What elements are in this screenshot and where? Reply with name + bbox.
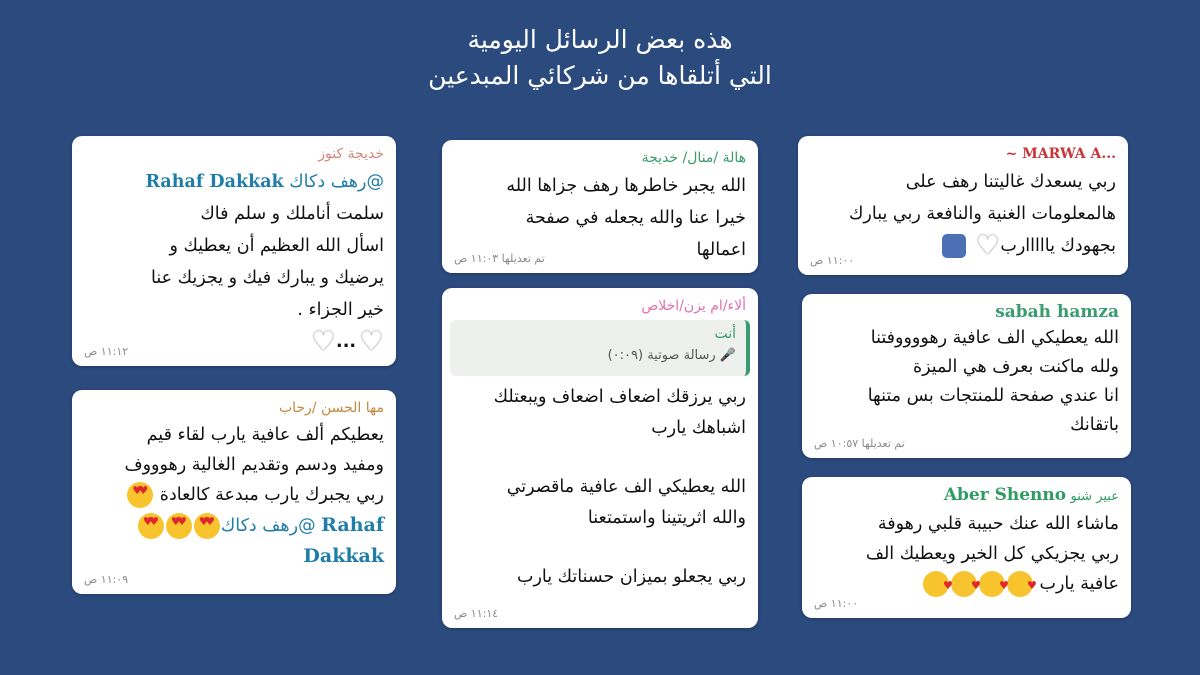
kissing-face-icon [1007, 571, 1033, 597]
white-heart-icon [973, 233, 999, 259]
kissing-face-icon [979, 571, 1005, 597]
message-line: خير الجزاء . [297, 300, 384, 320]
message-line: يرضيك و يبارك فيك و يجزيك عنا [151, 268, 384, 288]
message-line: انا عندي صفحة للمنتجات بس متنها [867, 386, 1119, 406]
blank-line [454, 534, 746, 562]
headline [0, 22, 1200, 94]
emoji-line [84, 480, 384, 510]
message-line: بجهودك يااااارب [1000, 236, 1116, 256]
quoted-voice-message[interactable] [450, 320, 750, 376]
message-body [798, 164, 1128, 264]
message-card-marwa [798, 136, 1128, 275]
blank-line [454, 444, 746, 472]
message-line: ربي يجزيكي كل الخير ويعطيك الف [865, 544, 1119, 564]
microphone-icon: 🎤 [719, 348, 736, 363]
message-line: ربي يجبرك يارب مبدعة كالعادة [159, 485, 384, 505]
sender-name[interactable]: ~ MARWA A... [1005, 146, 1116, 162]
message-line: والله اثريتينا واستمتعنا [587, 508, 746, 528]
sender-name[interactable]: ألاء/ام يزن/اخلاص [641, 298, 746, 314]
timestamp: ١١:٠٠ ص [814, 597, 859, 610]
message-line: اشباهك يارب [651, 418, 746, 438]
dots: ... [336, 332, 356, 352]
message-line: اعمالها [696, 240, 746, 260]
timestamp: ١١:٠٩ ص [84, 573, 129, 586]
message-line: سلمت أناملك و سلم فاك [200, 204, 384, 224]
timestamp: تم تعديلها ١٠:٥٧ ص [814, 437, 905, 450]
message-card-khadija [72, 136, 396, 366]
headline-line-1: هذه بعض الرسائل اليومية [467, 25, 733, 54]
emoji-line [84, 326, 384, 358]
message-body [802, 322, 1131, 442]
message-line: ولله ماكنت بعرف هي الميزة [912, 357, 1119, 377]
sender-name[interactable]: sabah hamza [995, 302, 1119, 322]
mention-english[interactable]: Dakkak [303, 545, 384, 567]
mention-line [84, 510, 384, 541]
mention-english[interactable]: Rahaf Dakkak [145, 172, 284, 192]
emoji-line [814, 569, 1119, 599]
kissing-face-icon [951, 571, 977, 597]
message-body [72, 418, 396, 574]
kissing-face-icon [923, 571, 949, 597]
sender-name-arabic: عبير شنو [1070, 489, 1119, 504]
message-body [802, 507, 1131, 601]
quote-author: أنت [714, 326, 736, 342]
sender-name-english: Aber Shenno [943, 485, 1067, 505]
message-line: الله يجبر خاطرها رهف جزاها الله [506, 176, 746, 196]
heart-eyes-icon [194, 513, 220, 539]
message-line: ومفيد ودسم وتقديم الغالية رهوووف [124, 455, 384, 475]
message-line: خيرا عنا والله يجعله في صفحة [525, 208, 746, 228]
message-line: عافية يارب [1039, 574, 1119, 594]
message-line: باتقانك [1070, 415, 1119, 435]
message-line: اسأل الله العظيم أن يعطيك و [169, 236, 384, 256]
heart-eyes-icon [166, 513, 192, 539]
message-line: يعطيكم ألف عافية يارب لقاء قيم [146, 425, 384, 445]
sender-name[interactable] [802, 477, 1131, 507]
sender-name[interactable]: مها الحسن /رحاب [278, 400, 384, 416]
heart-eyes-icon [127, 482, 153, 508]
timestamp: ١١:١٢ ص [84, 345, 129, 358]
mention-arabic[interactable]: @رهف دكاك [220, 516, 316, 536]
message-line: الله يعطيكي الف عافية رهووووفتنا [870, 328, 1119, 348]
mention-english[interactable]: Rahaf [321, 514, 384, 536]
timestamp: تم تعديلها ١١:٠٣ ص [454, 252, 545, 265]
heart-eyes-icon [138, 513, 164, 539]
message-line: ربي يسعدك غاليتنا رهف على [905, 172, 1116, 192]
message-card-hala [442, 140, 758, 273]
sender-name[interactable]: هالة /منال/ خديجة [641, 150, 746, 166]
message-line: هالمعلومات الغنية والنافعة ربي يبارك [848, 204, 1116, 224]
emoji-line [810, 230, 1116, 262]
mention-arabic[interactable]: @رهف دكاك [289, 172, 384, 192]
message-body [72, 164, 396, 360]
message-line: ربي يرزقك اضعاف اضعاف ويبعتلك [493, 387, 746, 407]
headline-line-2: التي أتلقاها من شركائي المبدعين [428, 61, 772, 90]
message-card-maha [72, 390, 396, 594]
mention-line [84, 166, 384, 198]
voice-message-label: رسالة صوتية (٠:٠٩) [607, 348, 716, 363]
mention-line [84, 541, 384, 572]
message-line: ماشاء الله عنك حبيبة قلبي رهوفة [877, 514, 1119, 534]
quote-content [460, 344, 736, 368]
white-heart-icon [309, 329, 335, 355]
message-line: الله يعطيكي الف عافية ماقصرتي [506, 477, 746, 497]
white-heart-icon [357, 329, 383, 355]
sender-name[interactable]: خديجة كنوز [318, 146, 384, 162]
people-hugging-icon [942, 234, 966, 258]
timestamp: ١١:٠٠ ص [810, 254, 855, 267]
message-card-sabah [802, 294, 1131, 458]
timestamp: ١١:١٤ ص [454, 607, 499, 620]
message-body [442, 380, 758, 595]
message-card-abeer [802, 477, 1131, 618]
message-card-alaa [442, 288, 758, 628]
message-line: ربي يجعلو بميزان حسناتك يارب [516, 567, 746, 587]
